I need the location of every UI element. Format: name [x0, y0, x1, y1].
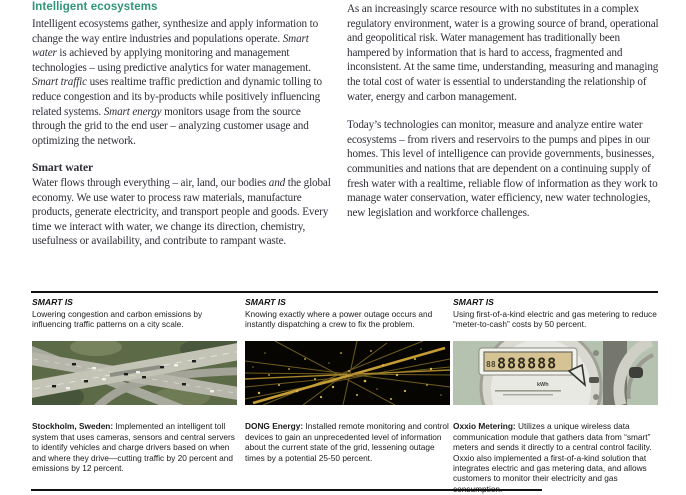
smart-tagline: Lowering congestion and carbon emissions by influencing traffic patterns on a city scale.	[32, 309, 203, 329]
smart-column-2-header	[245, 297, 450, 329]
meter-unit-label: kWh	[537, 382, 549, 388]
highway-interchange-illustration	[32, 341, 237, 405]
electric-meter-illustration	[453, 341, 658, 405]
section-heading: Intelligent ecosystems	[32, 1, 158, 13]
caption-lead: DONG Energy:	[245, 421, 304, 432]
caption-stockholm	[32, 421, 237, 473]
smart-tagline: Knowing exactly where a power outage occurs and instantly dispatching a crew to fix the problem.	[245, 309, 433, 329]
caption-body: Utilizes a unique wireless data communication module that gathers data from “smart” meters and sends it directly to a central control facility. Oxxio also implemented a first-of-a-kind solution that integrates electric and gas metering data, and allows customers to monitor their electricity and gas consumption.	[453, 421, 652, 494]
left-paragraph-2: Water flows through everything – air, land, our bodies and the global economy. We use water to process raw materials, manufacture products, generate electricity, and transport people and goods. Every time we interact with water, we change its direction, chemistry, usefulness or availability, and contribute to rampant waste.	[32, 176, 331, 248]
smart-column-1-header	[32, 297, 237, 329]
left-paragraph-1: Intelligent ecosystems gather, synthesize and apply information to change the way entire industries and populations operate. Smart water is achieved by applying monitoring and management technologies – using predictive analytics for water management. Smart traffic uses realtime traffic prediction and dynamic tolling to reduce congestion and its by-products while positively influencing related systems. Smart energy monitors usage from the source through the grid to the end user – analyzing customer usage and optimizing the network.	[32, 18, 322, 147]
smart-is-label: SMART IS	[453, 297, 494, 307]
smart-is-label: SMART IS	[245, 297, 286, 307]
caption-lead: Oxxio Metering:	[453, 421, 516, 432]
right-paragraph-2: Today’s technologies can monitor, measure and analyze entire water ecosystems – from rivers and reservoirs to the pumps and pipes in our homes. This level of intelligence can provide governments, businesses, communities and nations that are dependent on a continuing supply of fresh water with a realtime, reliable flow of information as they work to manage water conservation, water efficiency, new water technologies, new legislation and workforce challenges.	[347, 119, 658, 219]
smart-is-label: SMART IS	[32, 297, 73, 307]
caption-body: Implemented an intelligent toll system that uses cameras, sensors and central servers to identify vehicles and charge drivers based on when and where they drive—cutting traffic by 20 percent and emissions by 12 percent.	[32, 421, 235, 473]
caption-dong-energy	[245, 421, 450, 463]
section-divider-rule	[31, 291, 658, 293]
smart-column-3-header	[453, 297, 658, 329]
article-right-column	[347, 2, 659, 220]
night-city-aerial-photo	[245, 341, 450, 405]
article-left-column	[32, 1, 333, 249]
night-city-illustration	[245, 341, 450, 405]
aerial-highway-interchange-photo	[32, 341, 237, 405]
smart-tagline: Using first-of-a-kind electric and gas metering to reduce “meter-to-cash” costs by 50 percent.	[453, 309, 657, 329]
caption-body: Installed remote monitoring and control devices to gain an unprecedented level of information about the current state of the grid, lessening outage times by a potential 25-50 percent.	[245, 421, 449, 463]
caption-lead: Stockholm, Sweden:	[32, 421, 114, 432]
right-paragraph-1: As an increasingly scarce resource with no substitutes in a complex regulatory environment, water is a growing source of brand, operational and geopolitical risk. Water management has traditionally been hampered by information that is hard to access, fragmented and inconsistent. At the same time, understanding, measuring and managing the total cost of water is essential to understanding the relationship of water, energy and carbon management.	[347, 3, 659, 103]
meter-lcd-display: 888888	[497, 354, 558, 373]
smart-water-subheading: Smart water	[32, 161, 94, 175]
caption-oxxio	[453, 421, 658, 494]
meter-small-digits: 88	[486, 360, 496, 369]
electric-meter-photo	[453, 341, 658, 405]
